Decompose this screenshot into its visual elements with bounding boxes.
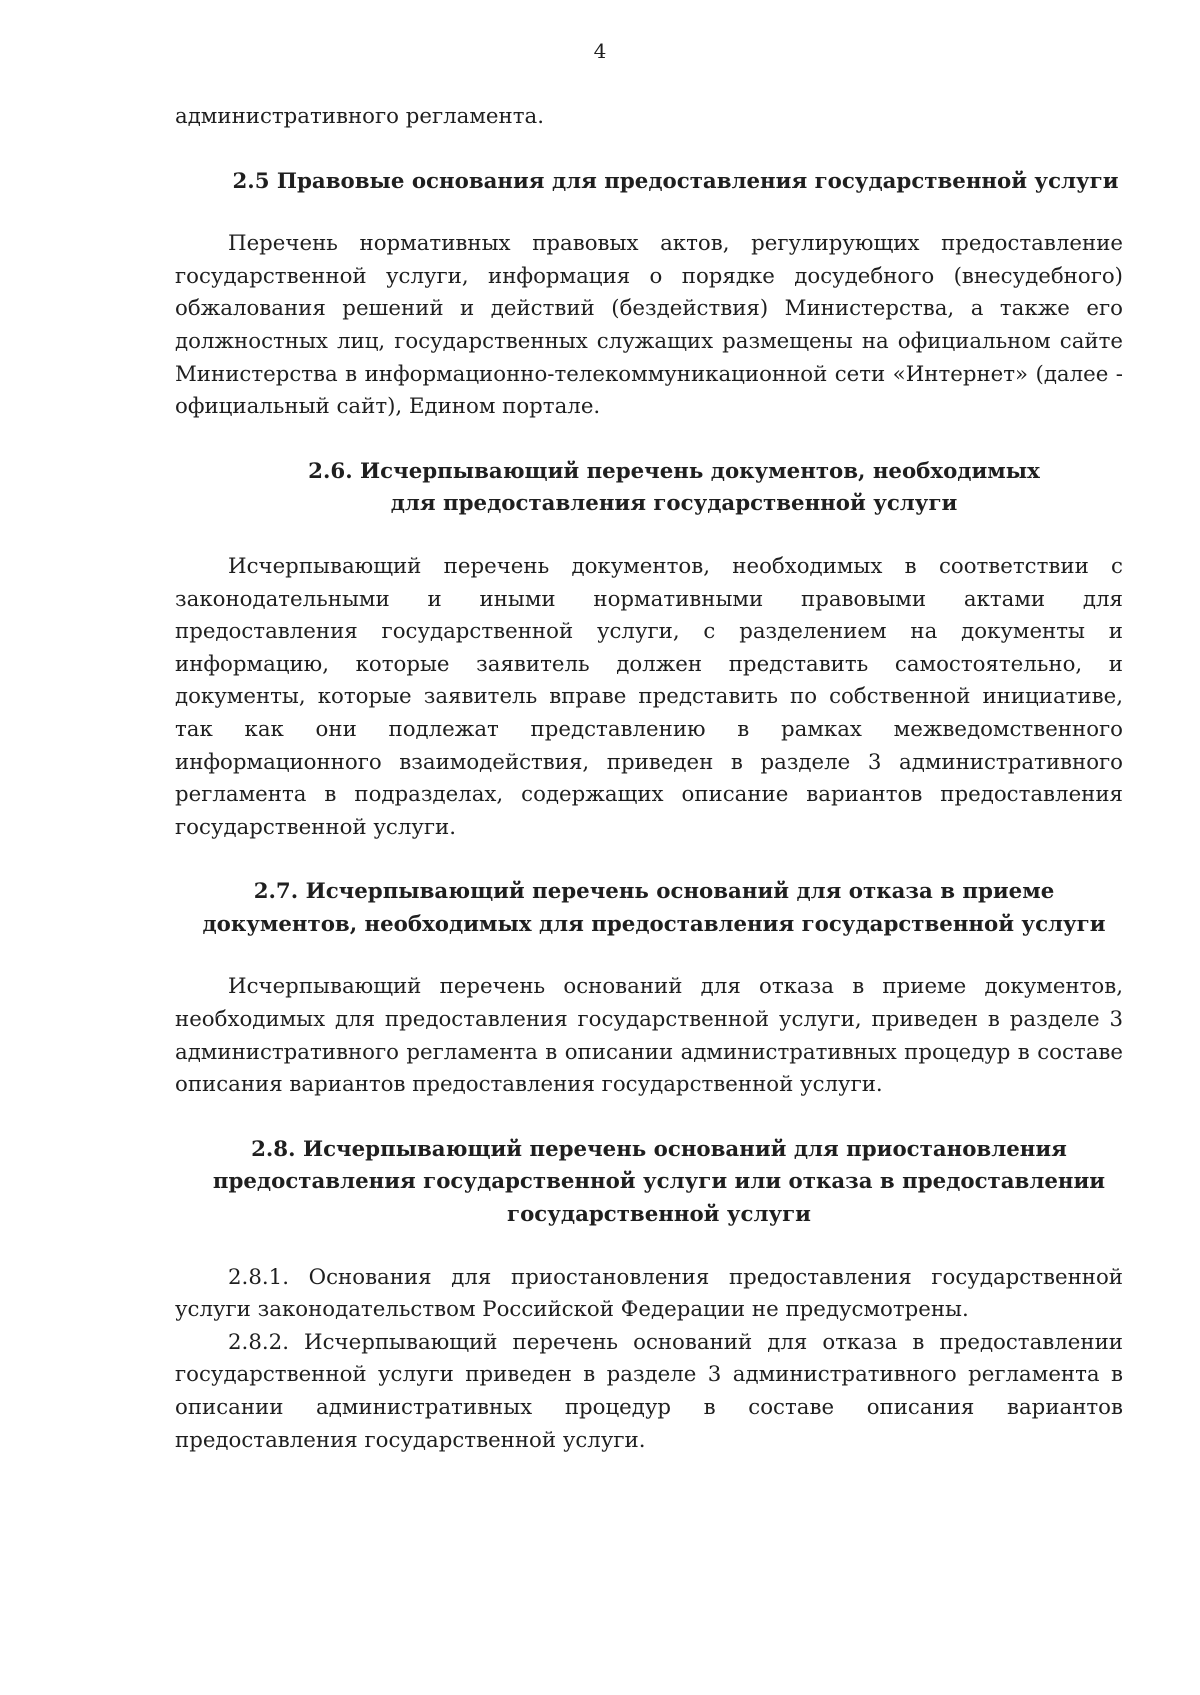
carryover-paragraph: административного регламента.: [175, 104, 544, 129]
section-heading-2-6: 2.6. Исчерпывающий перечень документов, необходимых для предоставления государственной услуги: [308, 458, 1040, 517]
section-paragraph: Исчерпывающий перечень оснований для отказа в приеме документов, необходимых для предоставления государственной услуги, приведен в разделе 3 административного регламента в описании административных процедур в составе описания вариантов предоставления государственной услуги.: [175, 974, 1123, 1098]
section-heading-2-8: 2.8. Исчерпывающий перечень оснований для приостановления предоставления государственной услуги или отказа в предоставлении государственной услуги: [212, 1136, 1106, 1228]
document-body: [175, 101, 1123, 1457]
section-paragraph: Исчерпывающий перечень документов, необходимых в соответствии с законодательными и иными нормативными правовыми актами для предоставления государственной услуги, с разделением на документы и информацию, которые заявитель должен представить самостоятельно, и документы, которые заявитель вправе представить по собственной инициативе, так как они подлежат представлению в рамках межведомственного информационного взаимодействия, приведен в разделе 3 административного регламента в подразделах, содержащих описание вариантов предоставления государственной услуги.: [175, 553, 1123, 840]
section-heading-2-5: 2.5 Правовые основания для предоставления государственной услуги: [232, 168, 1119, 194]
section-heading-2-7: 2.7. Исчерпывающий перечень оснований для отказа в приеме документов, необходимых для предоставления государственной услуги: [202, 879, 1106, 937]
section-paragraph: 2.8.1. Основания для приостановления предоставления государственной услуги законодательством Российской Федерации не предусмотрены.: [175, 1264, 1123, 1323]
page-number: 4: [593, 39, 607, 63]
section-paragraph: Перечень нормативных правовых актов, регулирующих предоставление государственной услуги, информация о порядке досудебного (внесудебного) обжалования решений и действий (бездействия) Министерства, а также его должностных лиц, государственных служащих размещены на официальном сайте Министерства в информационно-телекоммуникационной сети «Интернет» (далее - официальный сайт), Едином портале.: [175, 231, 1123, 420]
section-paragraph: 2.8.2. Исчерпывающий перечень оснований для отказа в предоставлении государственной услуги приведен в разделе 3 административного регламента в описании административных процедур в составе описания вариантов предоставления государственной услуги.: [175, 1329, 1123, 1453]
